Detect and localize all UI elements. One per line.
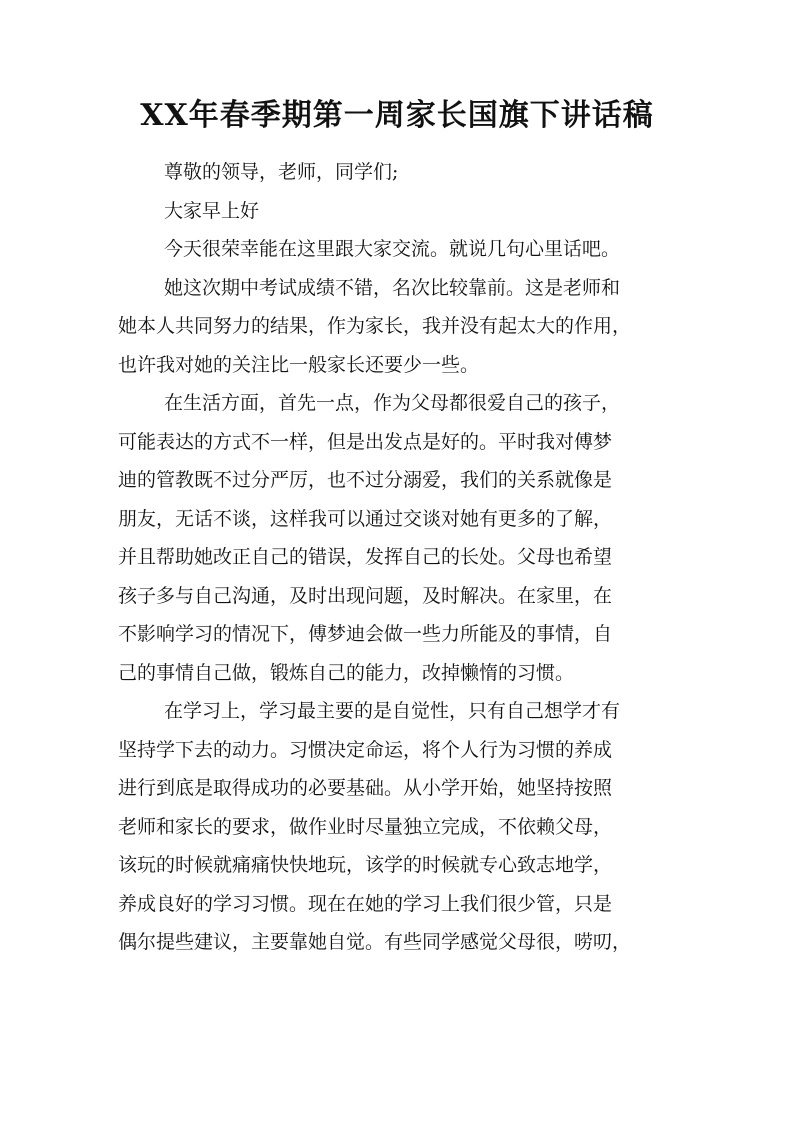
paragraph-line: 大家早上好 bbox=[164, 199, 260, 222]
paragraph-line: 该玩的时候就痛痛快快地玩，该学的时候就专心致志地学， bbox=[118, 854, 613, 876]
paragraph-line: 朋友，无话不谈，这样我可以通过交谈对她有更多的了解， bbox=[118, 507, 613, 530]
document-body bbox=[118, 153, 680, 962]
paragraph-line: 进行到底是取得成功的必要基础。从小学开始，她坚持按照 bbox=[118, 777, 613, 799]
paragraph-line: 今天很荣幸能在这里跟大家交流。就说几句心里话吧。 bbox=[164, 238, 621, 260]
paragraph-line: 养成良好的学习习惯。现在在她的学习上我们很少管，只是 bbox=[118, 892, 613, 915]
paragraph-line: 也许我对她的关注比一般家长还要少一些。 bbox=[118, 353, 480, 376]
paragraph-line: 尊敬的领导，老师，同学们; bbox=[164, 161, 399, 183]
paragraph-line: 并且帮助她改正自己的错误，发挥自己的长处。父母也希望 bbox=[118, 546, 613, 568]
paragraph-line: 老师和家长的要求，做作业时尽量独立完成，不依赖父母， bbox=[118, 815, 613, 838]
paragraph-line: 可能表达的方式不一样，但是出发点是好的。平时我对傅梦 bbox=[118, 430, 613, 453]
paragraph-line: 偶尔提些建议，主要靠她自觉。有些同学感觉父母很，唠叨， bbox=[118, 931, 632, 953]
paragraph-line: 己的事情自己做，锻炼自己的能力，改掉懒惰的习惯。 bbox=[118, 661, 575, 684]
paragraph-line: 在生活方面，首先一点，作为父母都很爱自己的孩子， bbox=[164, 392, 621, 414]
paragraph-line: 不影响学习的情况下，傅梦迪会做一些力所能及的事情，自 bbox=[118, 623, 613, 645]
paragraph-line: 孩子多与自己沟通，及时出现问题，及时解决。在家里，在 bbox=[118, 584, 613, 607]
paragraph-line: 她这次期中考试成绩不错，名次比较靠前。这是老师和 bbox=[164, 276, 621, 299]
paragraph-line: 在学习上，学习最主要的是自觉性，只有自己想学才有 bbox=[164, 700, 621, 722]
paragraph-line: 迪的管教既不过分严厉，也不过分溺爱，我们的关系就像是 bbox=[118, 469, 613, 491]
paragraph-line: 坚持学下去的动力。习惯决定命运，将个人行为习惯的养成 bbox=[118, 738, 613, 761]
paragraph-line: 她本人共同努力的结果，作为家长，我并没有起太大的作用， bbox=[118, 315, 632, 337]
document-title: XX年春季期第一周家长国旗下讲话稿 bbox=[140, 98, 654, 133]
